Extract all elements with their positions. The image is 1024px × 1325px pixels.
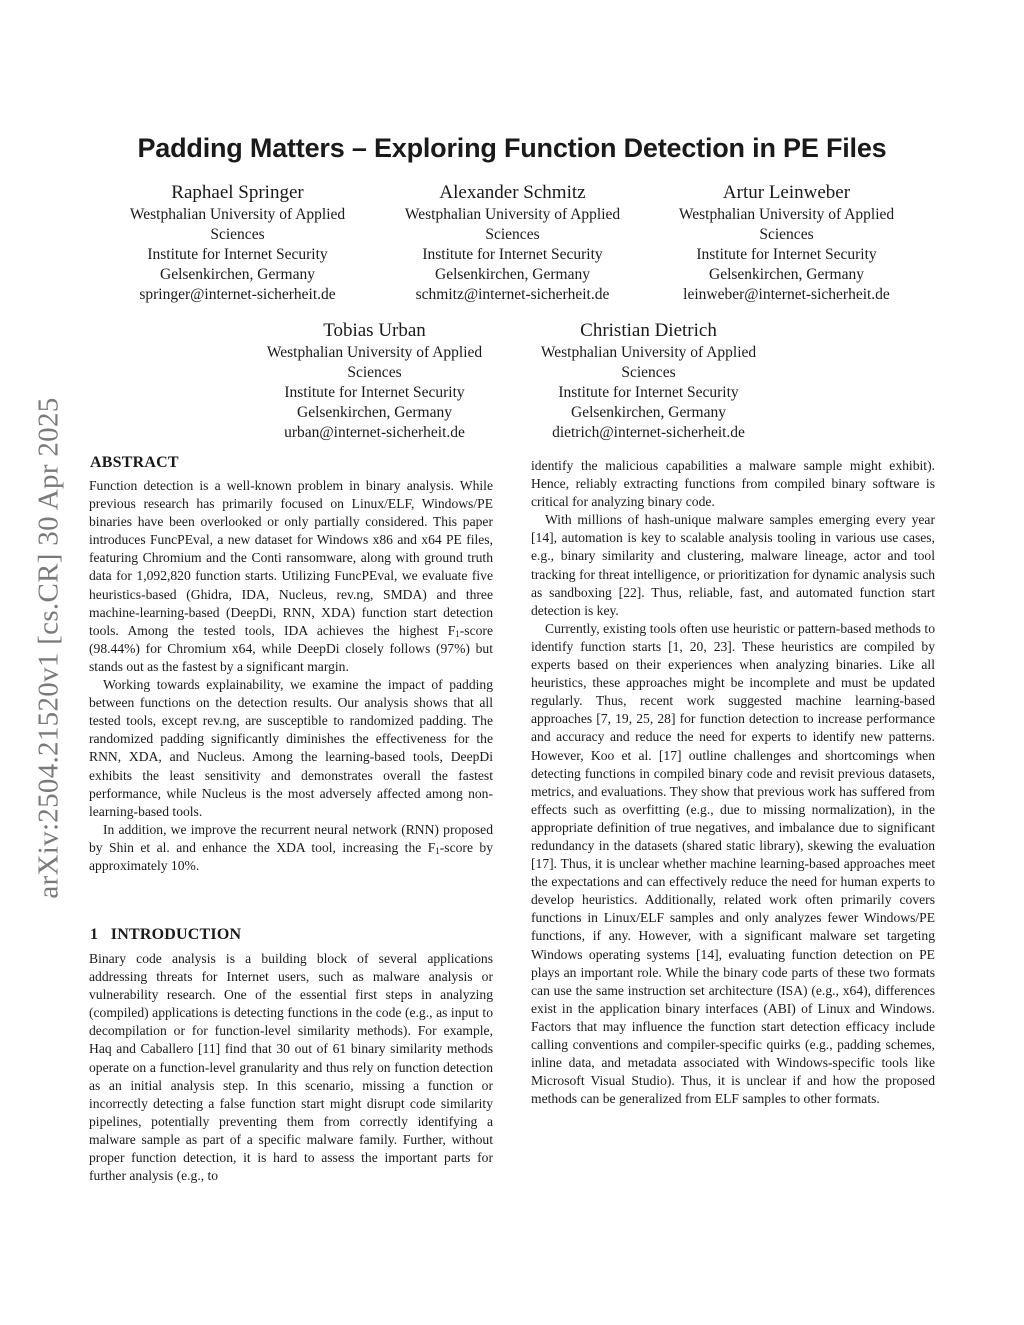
paper-title: Padding Matters – Exploring Function Detection in PE Files [137,133,887,163]
author-location: Gelsenkirchen, Germany [709,266,864,283]
author-affiliation: Sciences [210,226,265,243]
author-email: springer@internet-sicherheit.de [139,286,336,303]
author-affiliation: Sciences [347,364,402,381]
author-block [237,319,512,443]
intro-body-left [89,950,493,1185]
arxiv-sidebar [30,350,68,945]
author-name: Artur Leinweber [722,182,851,203]
abstract-paragraph: Function detection is a well-known problem in binary analysis. While previous research has primarily focused on Linux/ELF, Windows/PE binaries have been overlooked or only partially considered. This paper introduces FuncPEval, a new dataset for Windows x86 and x64 PE files, featuring Chromium and the Conti ransomware, along with ground truth data for 1,092,820 function starts. Utilizing FuncPEval, we evaluate five heuristics-based (Ghidra, IDA, Nucleus, rev.ng, SMDA) and three machine-learning-based (DeepDi, RNN, XDA) function start detection tools. Among the tested tools, IDA achieves the highest $F_1$-score (98.44%) for Chromium x64, while DeepDi closely follows (97%) but stands out as the fastest by a significant margin. [89,478,493,674]
author-name: Tobias Urban [323,320,426,341]
author-location: Gelsenkirchen, Germany [435,266,590,283]
intro-paragraph: Binary code analysis is a building block of several applications addressing threats for Internet users, such as malware analysis or vulnerability research. One of the essential first steps in analyzing (compiled) applications is detecting functions in the code (e.g., as input to decompilation or for function-level similarity methods). For example, Haq and Caballero [11] find that 30 out of 61 binary similarity methods operate on a function-level granularity and thus rely on function detection as an initial analysis step. In this scenario, missing a function or incorrectly detecting a false function start might disrupt code similarity pipelines, potentially preventing them from correctly identifying a malware sample as part of a specific malware family. Further, without proper function detection, it is hard to assess the important parts for further analysis (e.g., to [89,951,493,1184]
abstract-body [89,477,493,875]
author-institute: Institute for Internet Security [696,246,877,263]
author-affiliation: Westphalian University of Applied [266,344,483,361]
author-institute: Institute for Internet Security [558,384,739,401]
author-affiliation: Sciences [759,226,814,243]
author-email: schmitz@internet-sicherheit.de [415,286,610,303]
author-block [511,319,786,443]
abstract-paragraph: Working towards explainability, we examine the impact of padding between functions on the detection results. Our analysis shows that all tested tools, except rev.ng, are susceptible to randomized padding. The randomized padding significantly diminishes the effectiveness for the RNN, XDA, and Nucleus. Among the learning-based tools, DeepDi exhibits the least sensitivity and demonstrates overall the fastest performance, while Nucleus is the most adversely affected among non-learning-based tools. [89,677,493,819]
author-institute: Institute for Internet Security [284,384,465,401]
author-institute: Institute for Internet Security [422,246,603,263]
author-email: leinweber@internet-sicherheit.de [683,286,890,303]
author-name: Christian Dietrich [580,320,717,341]
arxiv-identifier: arXiv:2504.21520v1 [cs.CR] 30 Apr 2025 [32,396,65,899]
author-affiliation: Sciences [485,226,540,243]
author-affiliation: Westphalian University of Applied [129,206,346,223]
abstract-paragraph: In addition, we improve the recurrent neural network (RNN) proposed by Shin et al. and enhance the XDA tool, increasing the $F_1$-score by approximately 10%. [89,821,493,873]
intro-paragraph: identify the malicious capabilities a malware sample might exhibit). Hence, reliably extracting functions from compiled binary software is critical for analyzing binary code. [531,458,935,510]
author-affiliation: Westphalian University of Applied [540,344,757,361]
author-location: Gelsenkirchen, Germany [571,404,726,421]
author-location: Gelsenkirchen, Germany [297,404,452,421]
author-block [375,181,650,305]
author-location: Gelsenkirchen, Germany [160,266,315,283]
intro-paragraph: Currently, existing tools often use heuristic or pattern-based methods to identify function starts [1, 20, 23]. These heuristics are compiled by experts based on their experiences when analyzing binaries. Like all heuristics, these approaches might be incomplete and must be updated regularly. Thus, recent work suggested machine learning-based approaches [7, 19, 25, 28] for function detection to increase performance and accuracy and reduce the need for experts to identify new patterns. However, Koo et al. [17] outline challenges and shortcomings when detecting functions in compiled binary code and revisit previous datasets, metrics, and evaluations. They show that previous work has suffered from effects such as overfitting (e.g., due to missing normalization), in the appropriate definition of true negatives, and imbalance due to significant redundancy in the datasets (shared static library), skewing the evaluation [17]. Thus, it is unclear whether machine learning-based approaches meet the expectations and can effectively reduce the need for human experts to develop heuristics. Additionally, related work often primarily covers functions in Linux/ELF samples and only analyzes fewer Windows/PE functions, if any. However, with a significant malware set targeting Windows operating systems [14], evaluating function detection on PE plays an important role. While the binary code parts of these two formats can use the same instruction set architecture (ISA) (e.g., x64), differences exist in the application binary interfaces (ABI) of Linux and Windows. Factors that may influence the function start detection efficacy include calling conventions and compiler-specific quirks (e.g., padding schemes, inline data, and metadata associated with Windows-specific tools like Microsoft Visual Studio). Thus, it is unclear if and how the proposed methods can be generalized from ELF samples to other formats. [531,620,935,1107]
abstract-heading: ABSTRACT [90,454,179,471]
author-block [649,181,924,305]
author-block [100,181,375,305]
author-affiliation: Westphalian University of Applied [404,206,621,223]
intro-paragraph: With millions of hash-unique malware samples emerging every year [14], automation is key to scalable analysis tooling in various use cases, e.g., binary similarity and clustering, malware lineage, actor and tool tracking for threat intelligence, or prioritization for dynamic analysis such as sandboxing [22]. Thus, reliable, fast, and automated function start detection is key. [531,512,935,618]
section-heading-introduction: 1 INTRODUCTION [90,926,242,943]
author-name: Raphael Springer [171,182,304,203]
author-affiliation: Westphalian University of Applied [678,206,895,223]
author-name: Alexander Schmitz [439,182,586,203]
author-email: urban@internet-sicherheit.de [284,424,465,441]
author-affiliation: Sciences [621,364,676,381]
author-email: dietrich@internet-sicherheit.de [552,424,745,441]
intro-body-right [531,457,935,1108]
author-institute: Institute for Internet Security [147,246,328,263]
